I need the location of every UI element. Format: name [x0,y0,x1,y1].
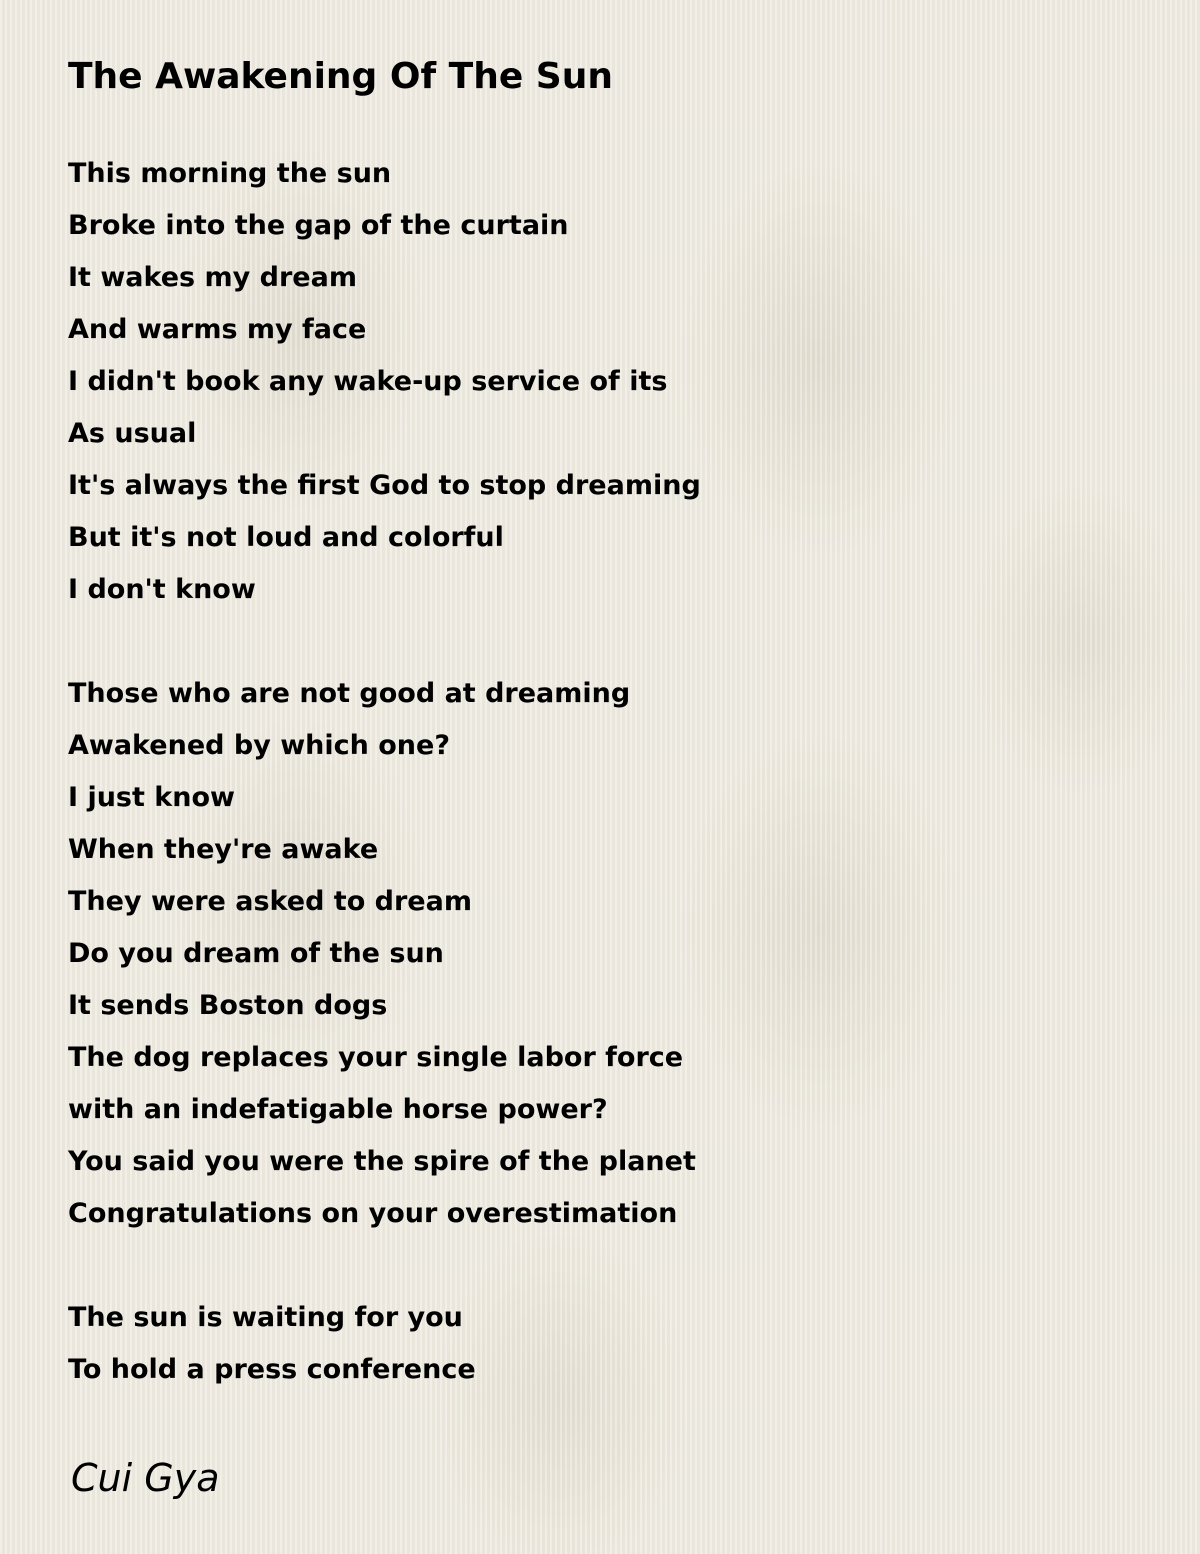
poem-title: The Awakening Of The Sun [68,56,613,97]
poem-line: Awakened by which one? [68,730,450,761]
poem-line: It wakes my dream [68,262,357,293]
poem-line: Congratulations on your overestimation [68,1198,678,1229]
stanza-2 [68,668,701,1240]
poem-line: with an indefatigable horse power? [68,1094,608,1125]
poem-line: As usual [68,418,197,449]
poem-line: When they're awake [68,834,379,865]
poem-line: Broke into the gap of the curtain [68,210,569,241]
poem-author: Cui Gya [71,1456,220,1500]
poem-line: It's always the first God to stop dreaming [68,470,701,501]
poem-line: But it's not loud and colorful [68,522,504,553]
poem-line: I just know [68,782,235,813]
poem-line: The sun is waiting for you [68,1302,463,1333]
stanza-3 [68,1292,701,1396]
poem-line: They were asked to dream [68,886,472,917]
poem-line: The dog replaces your single labor force [68,1042,684,1073]
poem-line: I don't know [68,574,256,605]
poem-line: And warms my face [68,314,367,345]
poem-line: It sends Boston dogs [68,990,388,1021]
stanza-1 [68,148,701,616]
poem-line: To hold a press conference [68,1354,476,1385]
poem-line: This morning the sun [68,158,392,189]
poem-line: You said you were the spire of the planet [68,1146,696,1177]
poem-line: I didn't book any wake-up service of its [68,366,668,397]
poem-body [68,148,701,1448]
poem-line: Those who are not good at dreaming [68,678,631,709]
poem-line: Do you dream of the sun [68,938,444,969]
